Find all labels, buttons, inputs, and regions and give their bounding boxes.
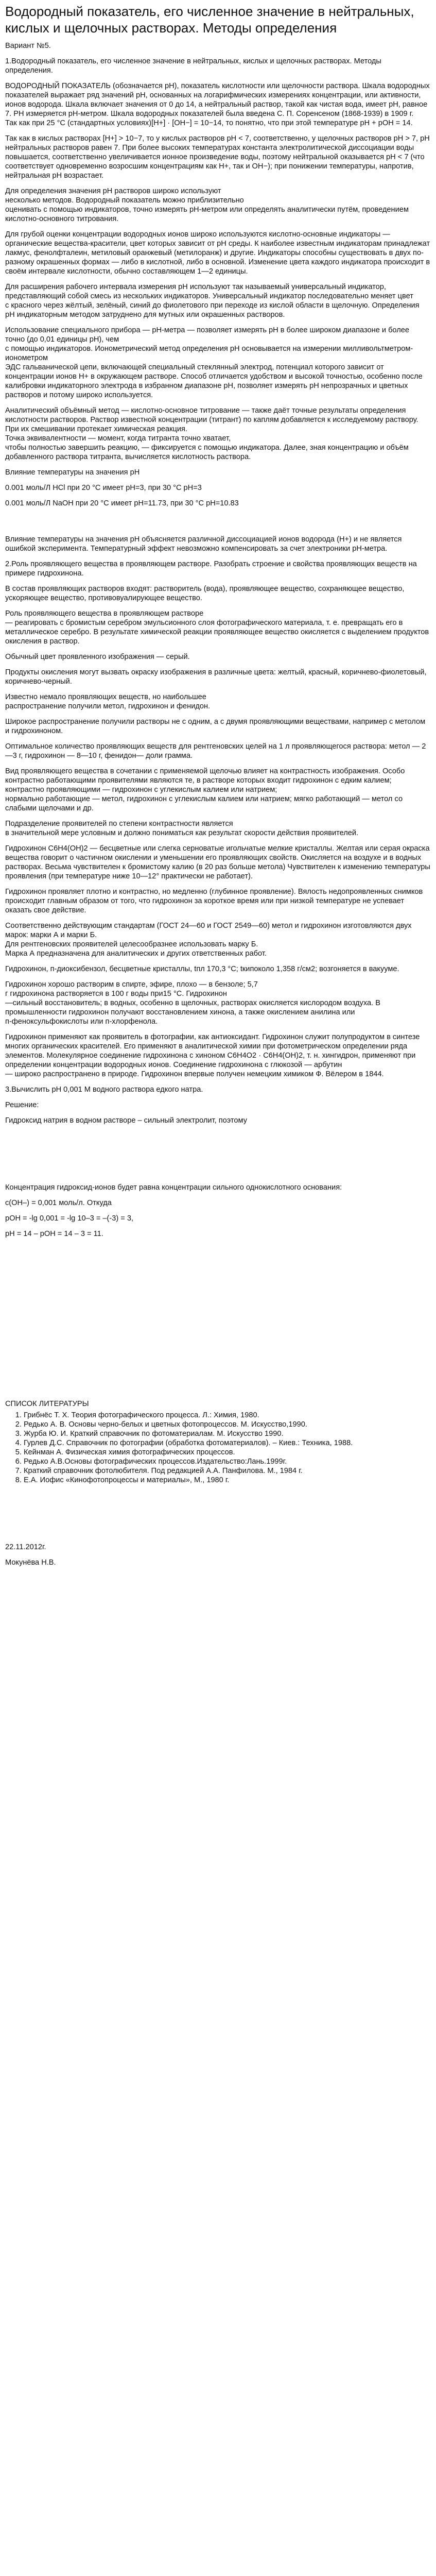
document-date: 22.11.2012г. [5, 1543, 46, 1551]
paragraph-contrast-classification: Подразделение проявителей по степени контрастности является в значительной мере условным и должно пониматься как результат скорости действия проявителей. [5, 820, 359, 837]
paragraph-hydroquinone-crystals: Гидрохинон, п-диоксибензол, бесцветные кристаллы, tпл 170,3 °C; tкипоколо 1,358 г/см2; возгоняется в вакууме. [5, 965, 399, 973]
spacer [5, 1131, 431, 1183]
paragraph-hydroquinone-solubility: Гидрохинон хорошо растворим в спирте, эфире, плохо — в бензоле; 5,7 г гидрохинона растворяется в 100 г воды при15 °C. Гидрохинон —сильный восстановитель; в водных, особенно в щелочных, растворах окисляется кислородом воздуха. В промышленности гидрохинон получают восстановлением хинона, а также окислением анилина или п-феноксульфокислоты или п-хлорфенола. [5, 980, 380, 1026]
paragraph-ph-meter: Использование специального прибора — pH-метра — позволяет измерять pH в более широком диапазоне и более точно (до 0,01 единицы pH), чем с помощью индикаторов. Ионометрический метод определения pH основывается на измерении милливольтметром-ионометром ЭДС гальванической цепи, включающей специальный стеклянный электрод, потенциал которого зависит от концентрации ионов H+ в окружающем растворе. Способ отличается удобством и высокой точностью, особенно после калибровки индикаторного электрода в избранном диапазоне pH, позволяет измерять pH непрозрачных и цветных растворов и потому широко используется. [5, 326, 423, 399]
solution-step-3: c(OH–) = 0,001 моль/л. Откуда [5, 1199, 112, 1207]
document-author: Мокунёва Н.В. [5, 1558, 56, 1567]
paragraph-developer-role: Роль проявляющего вещества в проявляющем растворе — реагировать с бромистым серебром эмульсионного слоя фотографического материала, т. е. превращать его в металлическое серебро. В результате химической реакции проявляющее вещество окисляется с выделением продуктов окисления в раствор. [5, 609, 429, 646]
paragraph-developer-composition: В состав проявляющих растворов входят: растворитель (вода), проявляющее вещество, сохраняющее вещество, ускоряющее вещество, противовуалирующее вещество. [5, 585, 405, 602]
paragraph-oxidation-products: Продукты окисления могут вызвать окраску изображения в различные цвета: желтый, красный, коричнево-фиолетовый, коричнево-черный. [5, 668, 427, 686]
reference-item: 5. Кейнман А. Физическая химия фотографических процессов. [24, 1448, 431, 1457]
reference-item: 4. Гурлев Д.С. Справочник по фотографии (обработка фотоматериалов). – Киев.: Техника, 1988. [24, 1438, 431, 1448]
paragraph-temperature-heading: Влияние температуры на значения pH [5, 468, 140, 477]
question-1: 1.Водородный показатель, его численное значение в нейтральных, кислых и щелочных растворах. Методы определения. [5, 57, 381, 75]
spacer [5, 1245, 431, 1399]
solution-step-1: Гидроксид натрия в водном растворе – сильный электролит, поэтому [5, 1116, 248, 1125]
references-title: СПИСОК ЛИТЕРАТУРЫ [5, 1400, 89, 1408]
page-title: Водородный показатель, его численное значение в нейтральных, кислых и щелочных растворах. Методы определения [5, 4, 414, 36]
spacer [5, 1491, 431, 1543]
solution-step-4: pOH = -lg 0,001 = -lg 10–3 = –(-3) = 3, [5, 1214, 134, 1223]
paragraph-contrast: Вид проявляющего вещества в сочетании с применяемой щелочью влияет на контрастность изображения. Особо контрастно работающими проявителями являются те, в растворе которых входит гидрохинон с едким калием; контрастно проявляющими — гидрохинон с углекислым калием или натрием; нормально работающие — метол, гидрохинон с углекислым калием или натрием; мягко работающий — метол со слабыми щелочами и др. [5, 767, 405, 812]
spacer [5, 514, 431, 535]
reference-item: 6. Редько А.В.Основы фотографических процессов.Издательство:Лань.1999г. [24, 1457, 431, 1466]
paragraph-standards: Соответственно действующим стандартам (ГОСТ 24—60 и ГОСТ 2549—60) метол и гидрохинон изготовляются двух марок: марки А и марки Б. Для рентгеновских проявителей целесообразнее использовать марку Б. Марка А предназначена для аналитических и других ответственных работ. [5, 922, 412, 958]
reference-item: 1. Грибнёс Т. Х. Теория фотографического процесса. Л.: Химия, 1980. [24, 1411, 431, 1420]
references-list [5, 1411, 431, 1485]
solution-step-5: pH = 14 – pOH = 14 – 3 = 11. [5, 1230, 103, 1238]
question-3: 3.Вычислить pH 0,001 М водного раствора едкого натра. [5, 1086, 203, 1094]
paragraph-titration: Аналитический объёмный метод — кислотно-основное титрование — также даёт точные результаты определения кислотности растворов. Раствор известной концентрации (титрант) по каплям добавляется к исследуемому раствору. При их смешивании протекает химическая реакция. Точка эквивалентности — момент, когда титранта точно хватает, чтобы полностью завершить реакцию, — фиксируется с помощью индикатора. Далее, зная концентрацию и объём добавленного раствора титранта, вычисляется кислотность раствора. [5, 406, 418, 461]
variant-label: Вариант №5. [5, 42, 51, 50]
solution-step-2: Концентрация гидроксид-ионов будет равна концентрации сильного однокислотного основания: [5, 1183, 342, 1192]
paragraph-image-color: Обычный цвет проявленного изображения — серый. [5, 653, 190, 661]
solution-label: Решение: [5, 1101, 39, 1109]
paragraph-naoh-example: 0.001 моль/Л NaOH при 20 °C имеет pH=11.73, при 30 °C pH=10.83 [5, 499, 239, 507]
paragraph-known-developers: Известно немало проявляющих веществ, но наибольшее распространение получили метол, гидрохинон и фенидон. [5, 693, 211, 710]
paragraph-ph-definition: ВОДОРОДНЫЙ ПОКАЗАТЕЛЬ (обозначается рН), показатель кислотности или щелочности раствора. Шкала водородных показателей выражает ряд значений рН, основанных на логарифмических измерениях концентрации, или активности, ионов водорода. Шкала включает значения от 0 до 14, а нейтральный раствор, такой как чистая вода, имеет рН, равное 7. РН измеряется рН-метром. Шкала водородных показателей была введена С. П. Соренсеном (1868-1939) в 1909 г. Так как при 25 °С (стандартных условиях)[Н+] · [ОН−] = 10−14, то понятно, что при этой температуре рН + рОН = 14. [5, 82, 430, 127]
paragraph-hydroquinone-action: Гидрохинон проявляет плотно и контрастно, но медленно (глубинное проявление). Вялость недопроявленных снимков происходит главным образом от того, что гидрохинон за короткое время или при низкой температуре не успевает оказать свое действие. [5, 888, 423, 914]
reference-item: 7. Краткий справочник фотолюбителя. Под редакцией А.А. Панфилова. М., 1984 г. [24, 1466, 431, 1476]
paragraph-universal-indicator: Для расширения рабочего интервала измерения pH используют так называемый универсальный индикатор, представляющий собой смесь из нескольких индикаторов. Универсальный индикатор последовательно меняет цвет с красного через жёлтый, зелёный, синий до фиолетового при переходе из кислой области в щелочную. Определения pH индикаторным методом затруднено для мутных или окрашенных растворов. [5, 283, 420, 319]
paragraph-optimal-amount: Оптимальное количество проявляющих веществ для рентгеновских целей на 1 л проявляющегося раствора: метол — 2—3 г, гидрохинон — 8—10 г, фенидон— доли грамма. [5, 742, 426, 760]
paragraph-indicators: Для грубой оценки концентрации водородных ионов широко используются кислотно-основные индикаторы — органические вещества-красители, цвет которых зависит от pH среды. К наиболее известным индикаторам принадлежат лакмус, фенолфталеин, метиловый оранжевый (метилоранж) и другие. Индикаторы способны существовать в двух по-разному окрашенных формах — либо в кислотной, либо в основной. Изменение цвета каждого индикатора происходит в своём интервале кислотности, обычно составляющем 1—2 единицы. [5, 230, 430, 276]
paragraph-methods: Для определения значения рН растворов широко используют несколько методов. Водородный показатель можно приблизительно оценивать с помощью индикаторов, точно измерять pH-метром или определять аналитически путём, проведением кислотно-основного титрования. [5, 187, 409, 223]
paragraph-acid-base-ph: Так как в кислых растворах [Н+] > 10−7, то у кислых растворов рН < 7, соответственно, у щелочных растворов рН > 7, рН нейтральных растворов равен 7. При более высоких температурах константа электролитической диссоциации воды повышается, соответственно увеличивается ионное произведение воды, поэтому нейтральной оказывается рН < 7 (что соответствует одновременно возросшим концентрациям как Н+, так и ОН−); при понижении температуры, напротив, нейтральная рН возрастает. [5, 134, 430, 180]
question-2: 2.Роль проявляющего вещества в проявляющем растворе. Разобрать строение и свойства проявляющих веществ на примере гидрохинона. [5, 560, 417, 578]
paragraph-hydroquinone-uses: Гидрохинон применяют как проявитель в фотографии, как антиоксидант. Гидрохинон служит полупродуктом в синтезе многих органических красителей. Его применяют в аналитической химии при фотометрическом определении ряда элементов. Молекулярное соединение гидрохинона с хиноном C6H4O2 · C6H4(OH)2, т. н. хингидрон, применяют при определении концентрации водородных ионов. Соединение гидрохинона с глюкозой — арбутин — широко распространено в природе. Гидрохинон впервые получен немецким химиком Ф. Вёлером в 1844. [5, 1033, 420, 1078]
paragraph-two-developers: Широкое распространение получили растворы не с одним, а с двумя проявляющими веществами, например с метолом и гидрохиноном. [5, 718, 426, 735]
reference-item: 3. Журба Ю. И. Краткий справочник по фотоматериалам. М. Искусство 1990. [24, 1429, 431, 1438]
reference-item: 2. Редько А. В. Основы черно-белых и цветных фотопроцессов. М. Искусство,1990. [24, 1420, 431, 1429]
paragraph-temperature-effect: Влияние температуры на значения pH объясняется различной диссоциацией ионов водорода (H+) и не является ошибкой эксперимента. Температурный эффект невозможно компенсировать за счет электроники pH-метра. [5, 535, 402, 553]
paragraph-hydroquinone-properties: Гидрохинон C6H4(OH)2 — бесцветные или слегка серноватые игольчатые мелкие кристаллы. Желтая или серая окраска вещества говорит о частичном окислении и уменьшении его проявляющих свойств. Окисляется на воздухе и в водных растворах. Весьма чувствителен к бромистому калию (в 20 раз больше метола) Чувствителен к изменению температуры проявления (при температуре ниже 10—12° практически не работает). [5, 844, 430, 880]
paragraph-hcl-example: 0.001 моль/Л HCl при 20 °C имеет pH=3, при 30 °C pH=3 [5, 484, 202, 492]
reference-item: 8. Е.А. Иофис «Кинофотопроцессы и материалы», М., 1980 г. [24, 1476, 431, 1485]
